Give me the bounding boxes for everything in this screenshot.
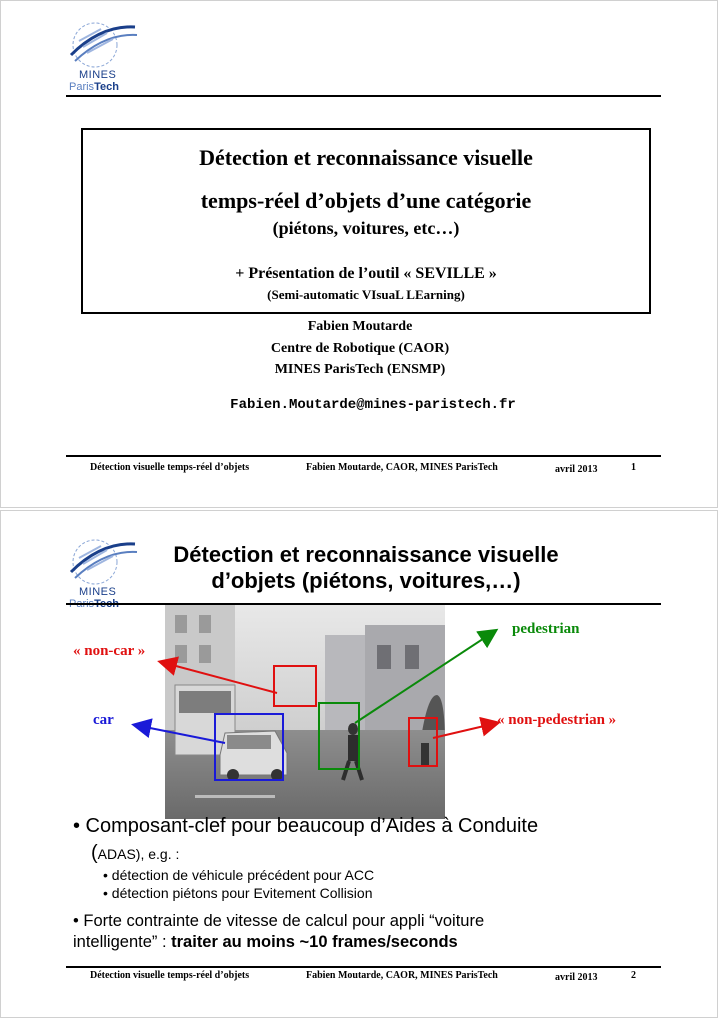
footer-date: avril 2013 bbox=[555, 464, 598, 475]
footer-page-number: 1 bbox=[631, 462, 636, 473]
label-non-car: « non-car » bbox=[73, 643, 146, 659]
title-line-2: d’objets (piétons, voitures,…) bbox=[211, 568, 521, 593]
logo-paristech-text: ParisTech bbox=[69, 81, 119, 93]
bullet-list bbox=[73, 815, 538, 953]
title-line-1: Détection et reconnaissance visuelle bbox=[199, 145, 533, 170]
title-subtitle: (piétons, voitures, etc…) bbox=[272, 218, 460, 238]
bullet-1-line-2: (ADAS), e.g. : bbox=[91, 842, 180, 864]
planet-orbit-icon bbox=[61, 19, 141, 71]
footer-page-number: 2 bbox=[631, 970, 636, 981]
slide-1 bbox=[0, 0, 718, 508]
footer-rule bbox=[66, 455, 661, 457]
footer-author: Fabien Moutarde, CAOR, MINES ParisTech bbox=[306, 970, 498, 981]
author-email[interactable]: Fabien.Moutarde@mines-paristech.fr bbox=[230, 397, 516, 413]
seville-presentation: + Présentation de l’outil « SEVILLE » bbox=[235, 265, 497, 282]
bullet-2-line-2: intelligente” : traiter au moins ~10 frames/seconds bbox=[73, 933, 458, 951]
author-lab: Centre de Robotique (CAOR) bbox=[270, 341, 450, 356]
non-car-box bbox=[274, 666, 316, 706]
title-line-2: temps-réel d’objets d’une catégorie bbox=[200, 188, 532, 213]
non-car-arrow bbox=[161, 662, 277, 693]
footer-rule bbox=[66, 966, 661, 968]
sub-bullet-acc: • détection de véhicule précédent pour ACC bbox=[103, 867, 375, 883]
title-box bbox=[81, 128, 651, 314]
footer-course: Détection visuelle temps-réel d’objets bbox=[90, 462, 250, 473]
seville-acronym: (Semi-automatic VIsuaL LEarning) bbox=[267, 287, 465, 302]
non-pedestrian-arrow bbox=[433, 723, 497, 738]
author-school: MINES ParisTech (ENSMP) bbox=[274, 362, 446, 377]
title-line-1: Détection et reconnaissance visuelle bbox=[173, 542, 559, 567]
mines-paristech-logo bbox=[61, 19, 141, 93]
bullet-1-line-1: • Composant-clef pour beaucoup d’Aides à Conduite bbox=[73, 815, 539, 837]
sub-bullet-pedestrian: • détection piétons pour Evitement Collision bbox=[103, 885, 373, 901]
logo-mines-text: MINES bbox=[79, 586, 117, 598]
pedestrian-box bbox=[319, 703, 359, 769]
bullet-2-line-1: • Forte contrainte de vitesse de calcul pour appli “voiture bbox=[73, 912, 485, 930]
pedestrian-arrow bbox=[355, 631, 495, 723]
footer-course: Détection visuelle temps-réel d’objets bbox=[90, 970, 250, 981]
footer-date: avril 2013 bbox=[555, 972, 598, 983]
car-arrow bbox=[135, 725, 225, 743]
car-box bbox=[215, 714, 283, 780]
label-pedestrian: pedestrian bbox=[512, 621, 580, 637]
label-non-pedestrian: « non-pedestrian » bbox=[497, 712, 617, 728]
label-car: car bbox=[93, 712, 114, 728]
header-rule bbox=[66, 95, 661, 97]
slide-2 bbox=[0, 510, 718, 1018]
footer-author: Fabien Moutarde, CAOR, MINES ParisTech bbox=[306, 462, 498, 473]
author-name: Fabien Moutarde bbox=[307, 319, 413, 334]
non-pedestrian-box bbox=[409, 718, 437, 766]
logo-mines-text: MINES bbox=[79, 69, 117, 81]
